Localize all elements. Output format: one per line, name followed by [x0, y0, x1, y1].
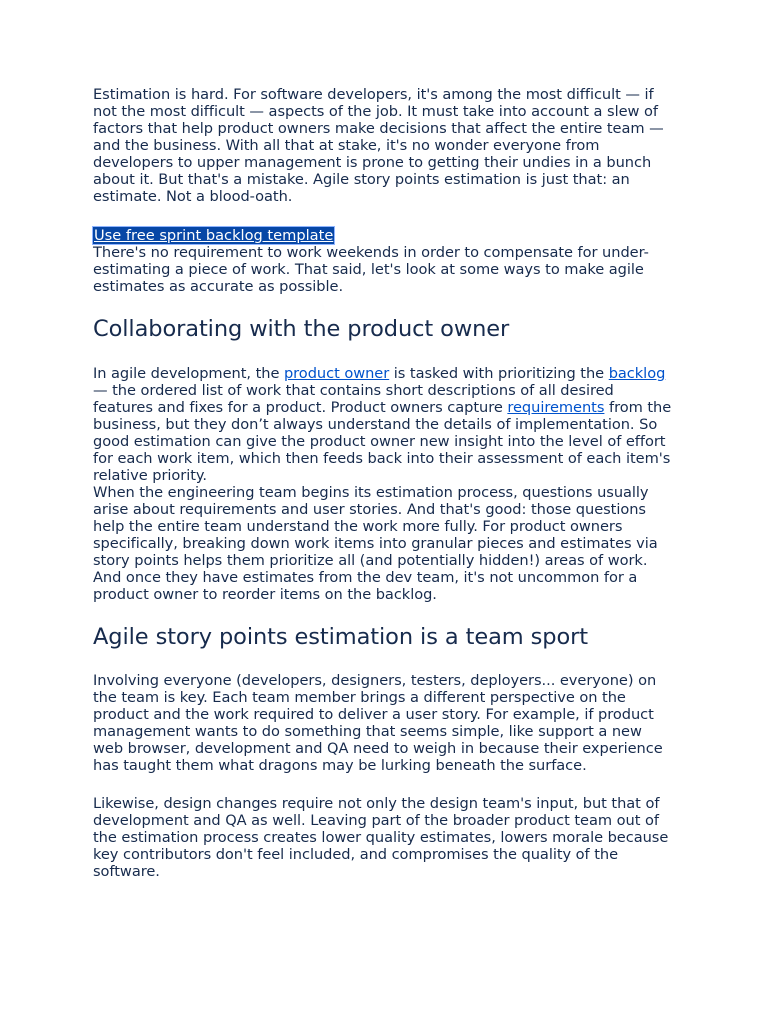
weekends-paragraph: There's no requirement to work weekends in order to compensate for under-estimating a piece of work. That said, let's look at some ways to make agile estimates as accurate as possible. — [93, 244, 649, 295]
product-owner-link[interactable]: product owner — [283, 365, 390, 382]
intro-paragraph: Estimation is hard. For software developers, it's among the most difficult — if not the most difficult — aspects of the job. It must take into account a slew of factors that help product owners make decisions that affect the entire team — and the business. With all that at stake, it's no wonder everyone from developers to upper management is prone to getting their undies in a bunch about it. But that's a mistake. Agile story points estimation is just that: an estimate. Not a blood-oath. — [93, 86, 664, 205]
section-heading-collaborating: Collaborating with the product owner — [93, 316, 510, 342]
estimation-process-paragraph: When the engineering team begins its estimation process, questions usually arise about requirements and user stories. And that's good: those questions help the entire team understand the work more fully. For product owners specifically, breaking down work items into granular pieces and estimates via story points helps them prioritize all (and potentially hidden!) areas of work. And once they have estimates from the dev team, it's not uncommon for a product owner to reorder items on the backlog. — [93, 484, 658, 603]
text-segment: — the ordered list of work that contains short descriptions of all desired features and fixes for a product. Product owners capture — [93, 382, 614, 416]
cta-row — [93, 227, 675, 244]
section-heading-team-sport: Agile story points estimation is a team sport — [93, 624, 588, 650]
involving-everyone-paragraph: Involving everyone (developers, designers, testers, deployers... everyone) on the team is key. Each team member brings a different perspective on the product and the work required to deliver a user story. For example, if product management wants to do something that seems simple, like support a new web browser, development and QA need to weigh in because their experience has taught them what dragons may be lurking beneath the surface. — [93, 672, 663, 774]
text-segment: is tasked with prioritizing the — [389, 365, 609, 382]
sprint-backlog-template-link[interactable]: Use free sprint backlog template — [94, 227, 334, 244]
text-segment: In agile development, the — [93, 365, 284, 382]
backlog-link[interactable]: backlog — [608, 365, 666, 382]
text-segment: from the business, but they don’t always understand the details of implementation. So good estimation can give the product owner new insight into the level of effort for each work item, which then feeds back into their assessment of each item's relative priority. — [93, 399, 672, 484]
design-changes-paragraph: Likewise, design changes require not only the design team's input, but that of development and QA as well. Leaving part of the broader product team out of the estimation process creates lower quality estimates, lowers morale because key contributors don't feel included, and compromises the quality of the software. — [93, 795, 669, 880]
product-owner-paragraph — [93, 365, 675, 484]
requirements-link[interactable]: requirements — [507, 399, 605, 416]
article-body — [93, 86, 675, 880]
